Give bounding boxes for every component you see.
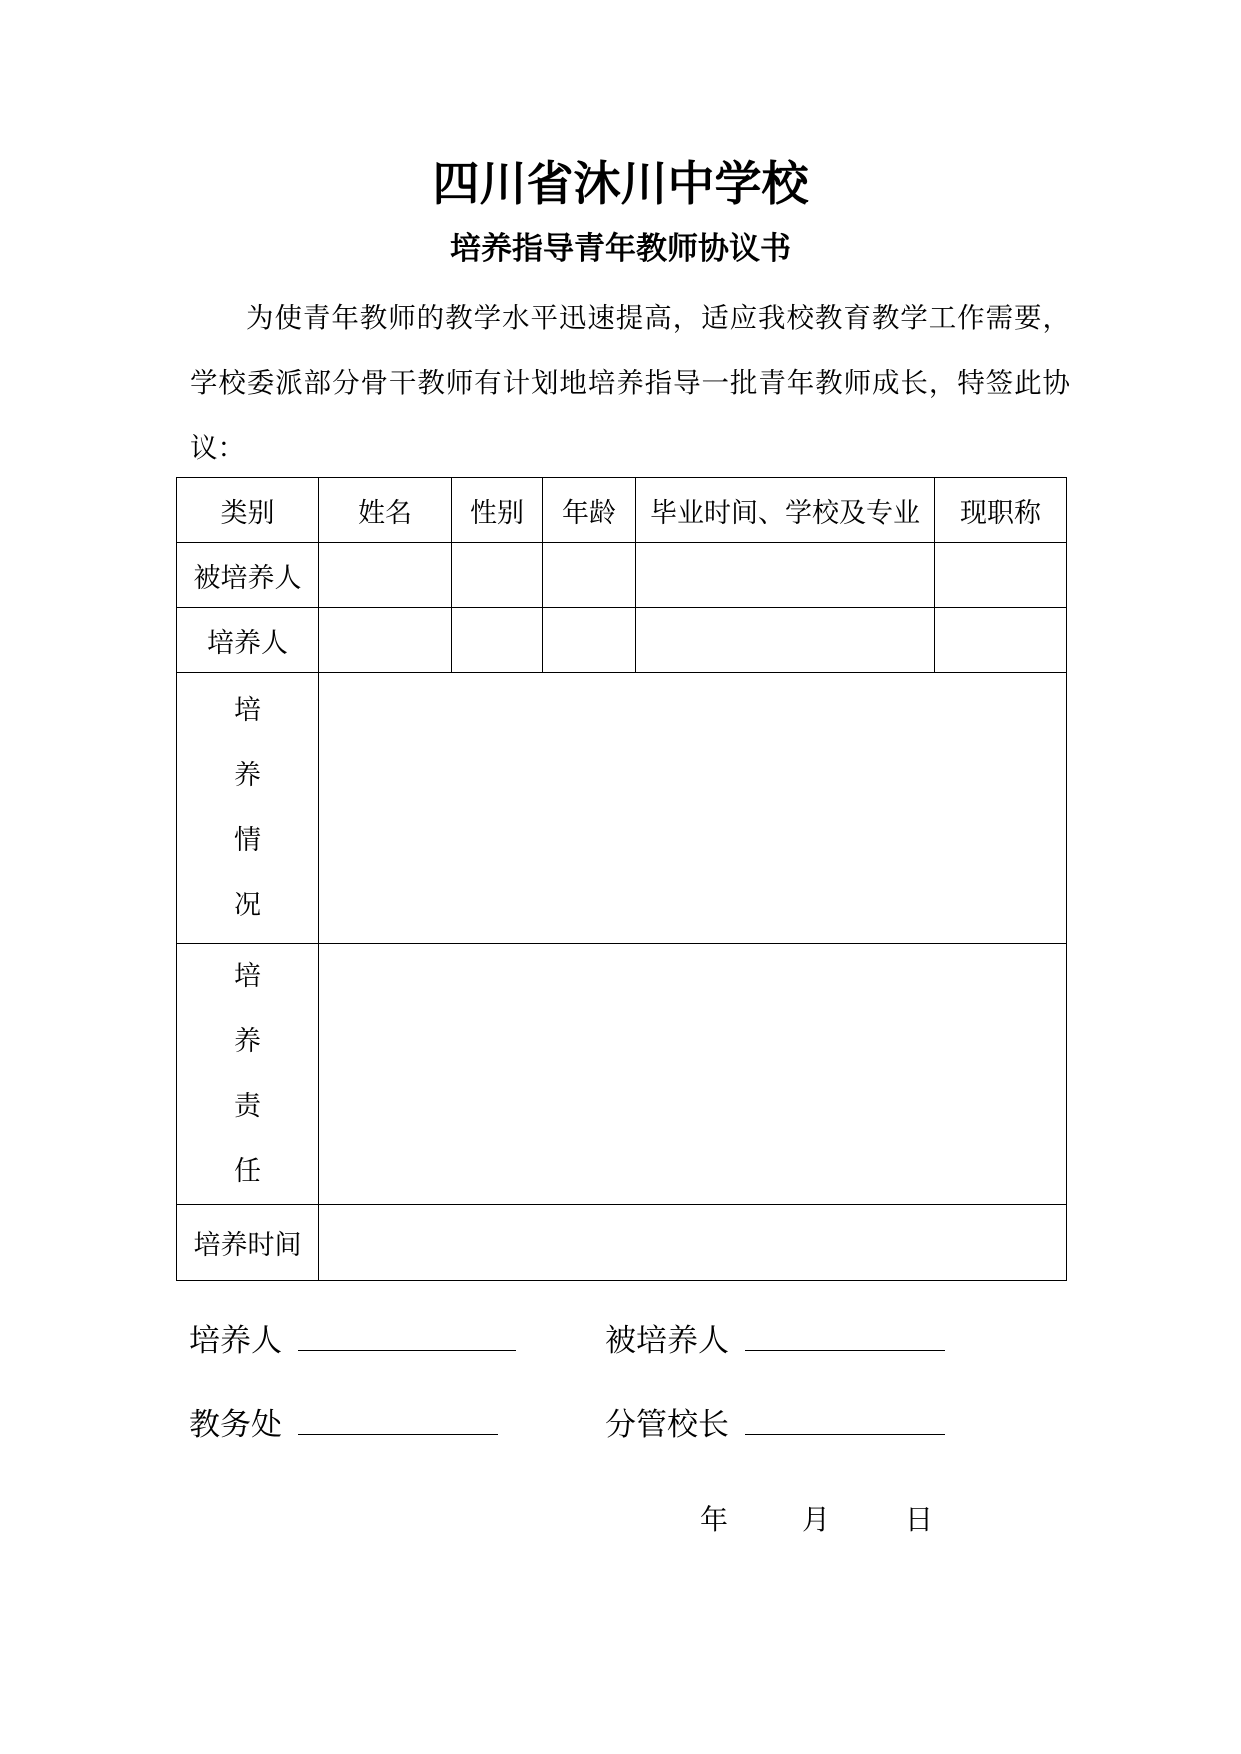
- trainer-graduation-cell[interactable]: [636, 608, 935, 673]
- training-status-char: 况: [234, 890, 261, 921]
- training-responsibility-label: [177, 944, 319, 1205]
- trainee-signature-label: 被培养人: [605, 1323, 729, 1359]
- trainer-signature: [189, 1318, 516, 1363]
- principal-signature: [605, 1402, 945, 1447]
- trainer-gender-cell[interactable]: [452, 608, 543, 673]
- training-status-char: 情: [234, 825, 261, 856]
- academic-affairs-signature: [189, 1402, 498, 1447]
- trainee-age-cell[interactable]: [543, 543, 636, 608]
- header-graduation: 毕业时间、学校及专业: [636, 478, 935, 543]
- trainee-signature: [605, 1318, 945, 1363]
- training-responsibility-row: [177, 944, 1067, 1205]
- trainee-gender-cell[interactable]: [452, 543, 543, 608]
- trainer-name-cell[interactable]: [319, 608, 452, 673]
- training-responsibility-char: 养: [234, 1026, 261, 1057]
- header-name: 姓名: [319, 478, 452, 543]
- academic-affairs-signature-line[interactable]: [298, 1402, 498, 1435]
- intro-paragraph: 为使青年教师的教学水平迅速提高，适应我校教育教学工作需要，学校委派部分骨干教师有计划地培养指导一批青年教师成长，特签此协议：: [190, 302, 1070, 464]
- training-time-row: [177, 1205, 1067, 1281]
- training-time-cell[interactable]: [319, 1205, 1067, 1281]
- document-subtitle: 培养指导青年教师协议书: [450, 231, 791, 267]
- header-age: 年龄: [543, 478, 636, 543]
- trainer-signature-label: 培养人: [189, 1323, 282, 1359]
- date-day: 日: [905, 1503, 934, 1536]
- training-status-label: [177, 673, 319, 944]
- trainer-age-cell[interactable]: [543, 608, 636, 673]
- training-status-char: 养: [234, 760, 261, 791]
- date-year: 年: [700, 1503, 729, 1536]
- table-row: [177, 608, 1067, 673]
- trainee-graduation-cell[interactable]: [636, 543, 935, 608]
- training-status-char: 培: [234, 695, 261, 726]
- trainee-name-cell[interactable]: [319, 543, 452, 608]
- agreement-table: [176, 477, 1067, 1281]
- row-label-trainee: 被培养人: [177, 543, 319, 608]
- table-row: [177, 543, 1067, 608]
- row-label-trainer: 培养人: [177, 608, 319, 673]
- training-responsibility-cell[interactable]: [319, 944, 1067, 1205]
- training-responsibility-char: 责: [234, 1091, 261, 1122]
- header-title: 现职称: [935, 478, 1067, 543]
- principal-label: 分管校长: [605, 1407, 729, 1443]
- principal-signature-line[interactable]: [745, 1402, 945, 1435]
- training-status-cell[interactable]: [319, 673, 1067, 944]
- trainee-signature-line[interactable]: [745, 1318, 945, 1351]
- table-header-row: [177, 478, 1067, 543]
- header-gender: 性别: [452, 478, 543, 543]
- date-month: 月: [802, 1503, 831, 1536]
- training-responsibility-char: 培: [234, 961, 261, 992]
- training-time-label: 培养时间: [177, 1205, 319, 1281]
- academic-affairs-label: 教务处: [189, 1407, 282, 1443]
- trainee-title-cell[interactable]: [935, 543, 1067, 608]
- trainer-title-cell[interactable]: [935, 608, 1067, 673]
- training-responsibility-char: 任: [234, 1156, 261, 1187]
- training-status-row: [177, 673, 1067, 944]
- header-category: 类别: [177, 478, 319, 543]
- trainer-signature-line[interactable]: [298, 1318, 516, 1351]
- document-title: 四川省沐川中学校: [432, 157, 809, 212]
